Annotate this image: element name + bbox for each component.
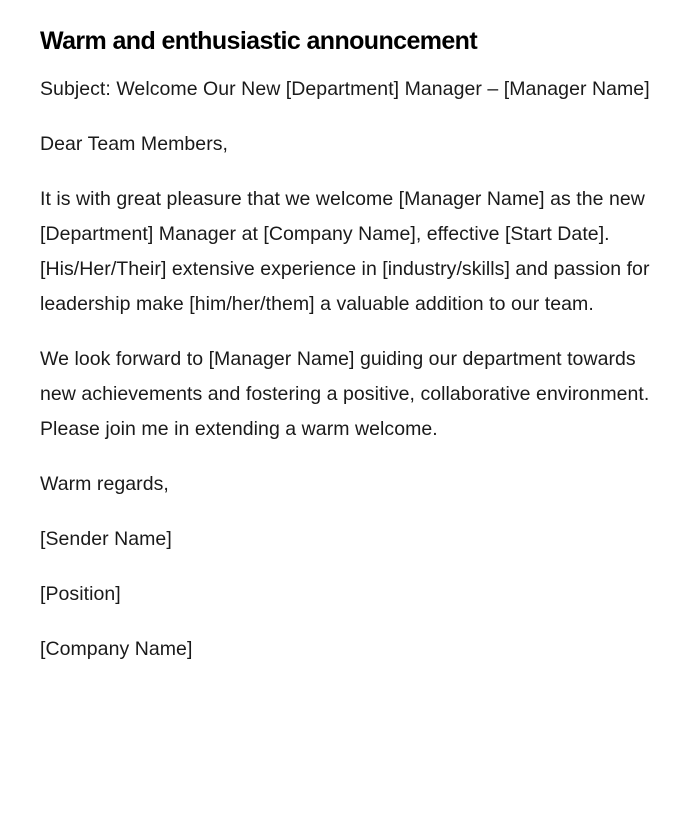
greeting: Dear Team Members,: [40, 132, 229, 155]
body-paragraph-2: We look forward to [Manager Name] guiding our department towards new achievements and fostering a positive, collaborative environment. Please join me in extending a warm welcome.: [40, 348, 650, 441]
body-paragraph-1: It is with great pleasure that we welcome [Manager Name] as the new [Department] Manager at [Company Name], effective [Start Date]. [His/Her/Their] extensive experience in [industry/skills] and passion for leadership make [him/her/them] a valuable addition to our team.: [40, 187, 650, 316]
sender-position: [Position]: [40, 582, 121, 605]
sender-name: [Sender Name]: [40, 528, 172, 550]
sender-company: [Company Name]: [40, 637, 193, 660]
subject-line: Subject: Welcome Our New [Department] Manager – [Manager Name]: [40, 78, 650, 100]
document-title: Warm and enthusiastic announcement: [40, 27, 478, 55]
closing: Warm regards,: [40, 473, 169, 496]
